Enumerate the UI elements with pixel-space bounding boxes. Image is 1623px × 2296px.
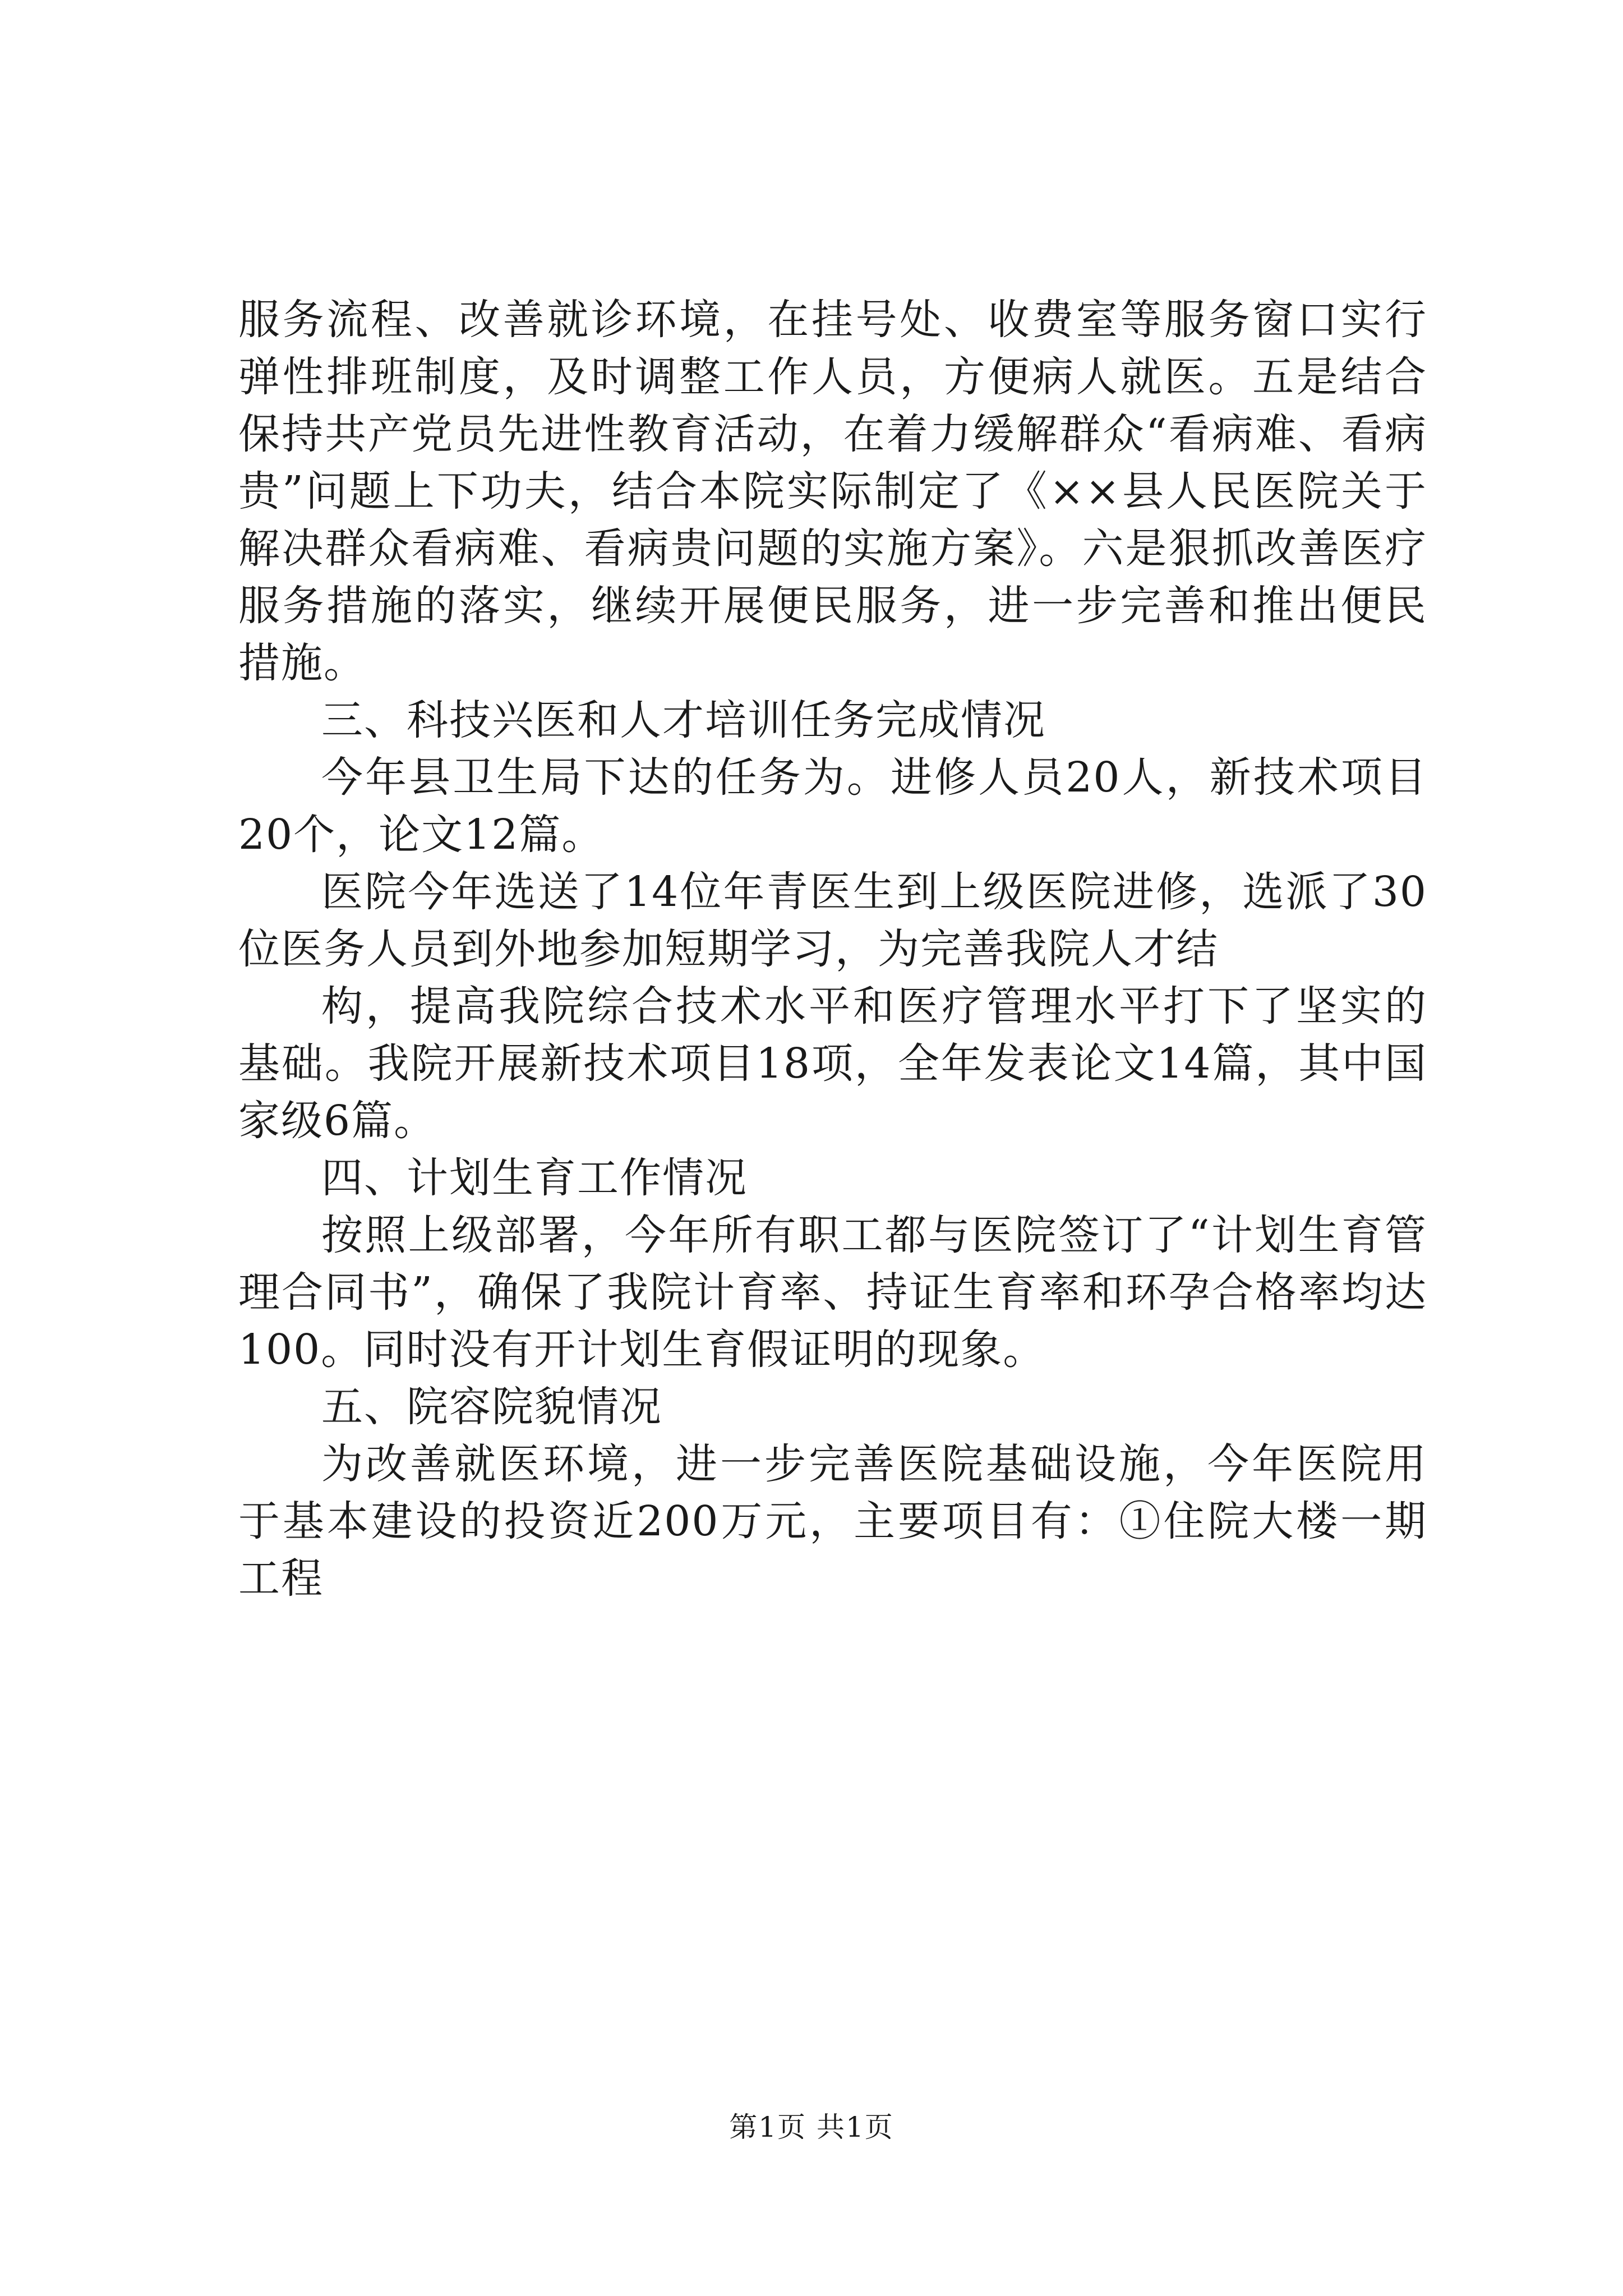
page-footer: 第1页 共1页	[729, 2111, 894, 2143]
paragraph-infrastructure: 为改善就医环境，进一步完善医院基础设施，今年医院用于基本建设的投资近200万元，主要项目有：①住院大楼一期工程	[238, 1440, 1427, 1603]
section-heading-5: 五、院容院貌情况	[321, 1383, 662, 1431]
section-heading-3: 三、科技兴医和人才培训任务完成情况	[321, 696, 1046, 744]
paragraph-task: 今年县卫生局下达的任务为。进修人员20人，新技术项目20个，论文12篇。	[238, 753, 1427, 859]
paragraph-family-planning: 按照上级部署，今年所有职工都与医院签订了“计划生育管理合同书”，确保了我院计育率、持证生育率和环孕合格率均达100。同时没有开计划生育假证明的现象。	[238, 1211, 1427, 1374]
document-body	[238, 291, 1427, 1607]
section-heading-4: 四、计划生育工作情况	[321, 1154, 748, 1202]
paragraph-continuation: 服务流程、改善就诊环境，在挂号处、收费室等服务窗口实行弹性排班制度，及时调整工作人员，方便病人就医。五是结合保持共产党员先进性教育活动，在着力缓解群众“看病难、看病贵”问题上下功夫，结合本院实际制定了《××县人民医院关于解决群众看病难、看病贵问题的实施方案》。六是狠抓改善医疗服务措施的落实，继续开展便民服务，进一步完善和推出便民措施。	[238, 296, 1427, 687]
paragraph-training: 医院今年选送了14位年青医生到上级医院进修，选派了30位医务人员到外地参加短期学习，为完善我院人才结	[238, 868, 1427, 973]
paragraph-foundation: 构，提高我院综合技术水平和医疗管理水平打下了坚实的基础。我院开展新技术项目18项，全年发表论文14篇，其中国家级6篇。	[238, 982, 1427, 1145]
